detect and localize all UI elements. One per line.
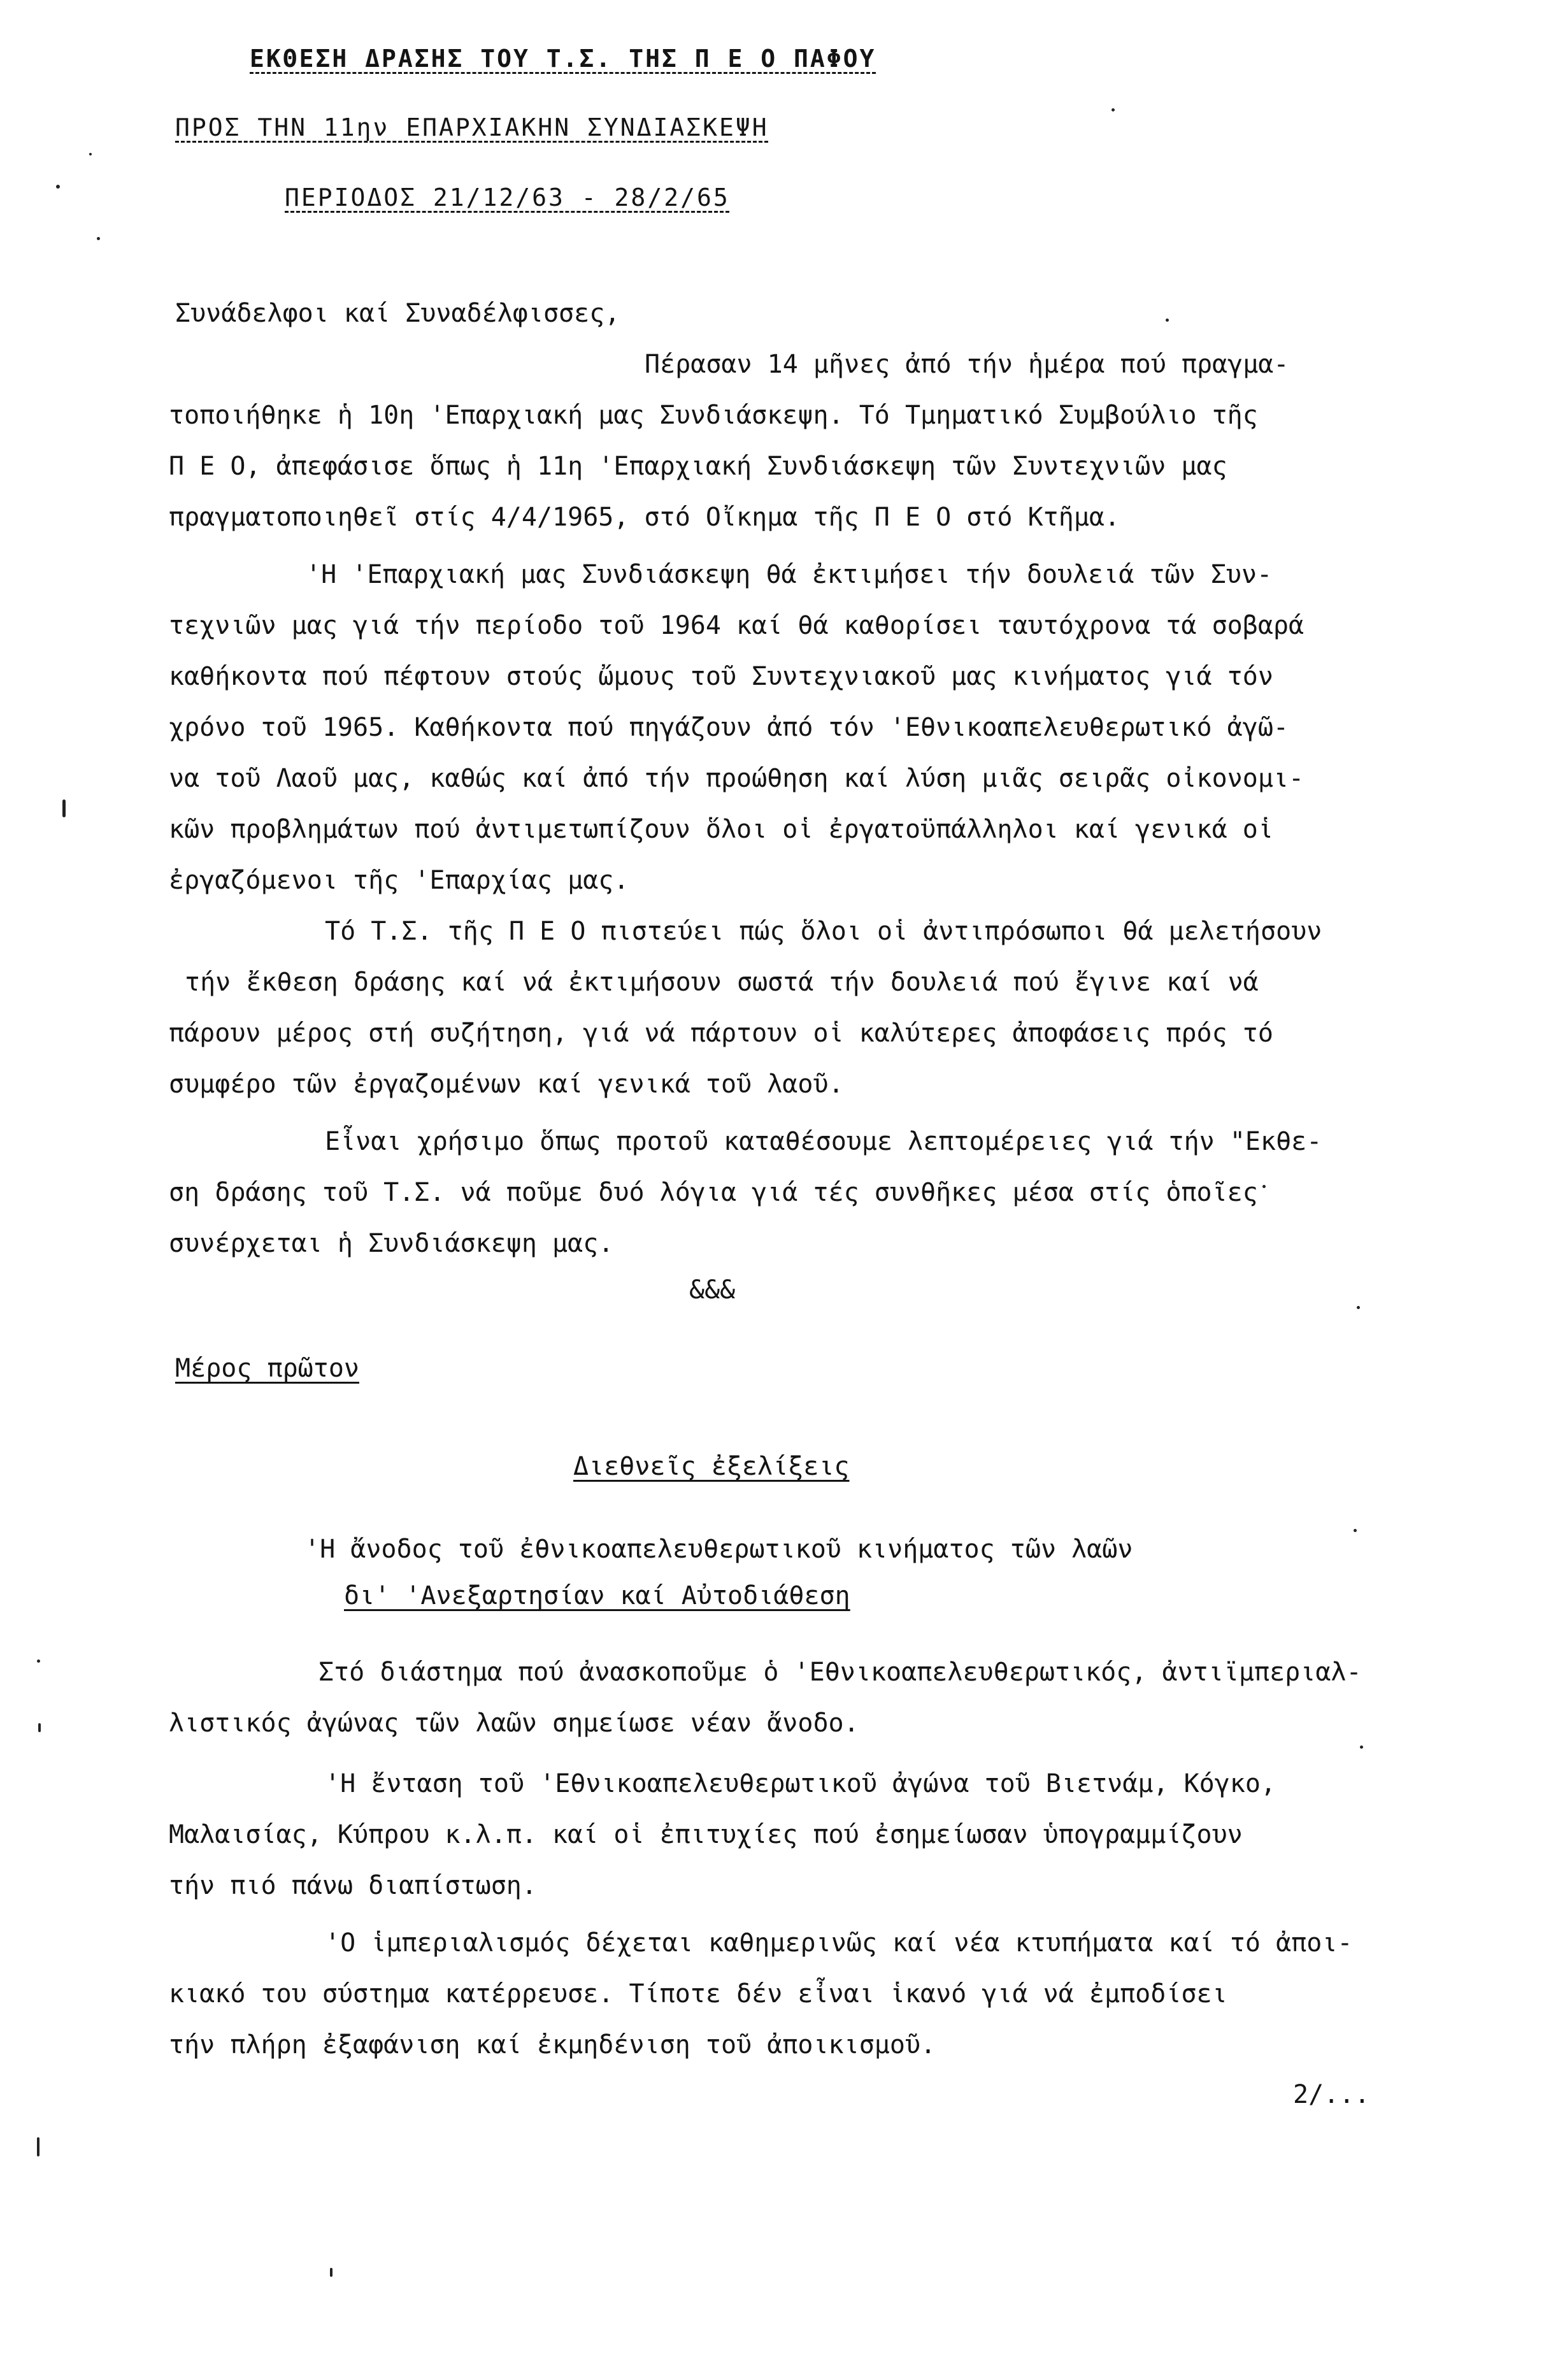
scan-speck xyxy=(1112,108,1115,111)
paragraph-line: 'Η 'Επαρχιακή μας Συνδιάσκεψη θά ἐκτιμήσει τήν δουλειά τῶν Συν- xyxy=(306,560,1273,589)
paragraph-line: τήν πιό πάνω διαπίστωση. xyxy=(169,1871,537,1900)
paragraph-line: χρόνο τοῦ 1965. Καθήκοντα πού πηγάζουν ἀπό τόν 'Εθνικοαπελευθερωτικό ἀγῶ- xyxy=(169,713,1289,742)
paragraph-line: τήν πλήρη ἐξαφάνιση καί ἐκμηδένιση τοῦ ἀποικισμοῦ. xyxy=(169,2030,936,2060)
paragraph-line: Π Ε Ο, ἀπεφάσισε ὅπως ἡ 11η 'Επαρχιακή Συνδιάσκεψη τῶν Συντεχνιῶν μας xyxy=(169,452,1227,481)
subsection-heading-underlined: δι' 'Ανεξαρτησίαν καί Αὐτοδιάθεση xyxy=(344,1581,850,1610)
scan-speck xyxy=(37,2137,39,2156)
scan-speck xyxy=(330,2268,332,2277)
paragraph-line: Μαλαισίας, Κύπρου κ.λ.π. καί οἱ ἐπιτυχίες πού ἐσημείωσαν ὑπογραμμίζουν xyxy=(169,1820,1243,1849)
paragraph-line: τοποιήθηκε ἡ 10η 'Επαρχιακή μας Συνδιάσκεψη. Τό Τμηματικό Συμβούλιο τῆς xyxy=(169,401,1258,430)
paragraph-line: τεχνιῶν μας γιά τήν περίοδο τοῦ 1964 καί θά καθορίσει ταυτόχρονα τά σοβαρά xyxy=(169,611,1305,640)
part-heading: Μέρος πρῶτον xyxy=(175,1354,359,1383)
paragraph-line: κῶν προβλημάτων πού ἀντιμετωπίζουν ὅλοι οἱ ἐργατοϋπάλληλοι καί γενικά οἱ xyxy=(169,815,1273,844)
separator: &&& xyxy=(689,1275,736,1305)
paragraph-line: συμφέρο τῶν ἐργαζομένων καί γενικά τοῦ λαοῦ. xyxy=(169,1070,844,1099)
subsection-heading: 'Η ἄνοδος τοῦ ἐθνικοαπελευθερωτικοῦ κινήματος τῶν λαῶν xyxy=(304,1535,1133,1564)
scan-speck xyxy=(38,1723,41,1732)
salutation: Συνάδελφοι καί Συναδέλφισσες, xyxy=(175,299,620,328)
paragraph-line: λιστικός ἀγώνας τῶν λαῶν σημείωσε νέαν ἄνοδο. xyxy=(169,1709,859,1738)
paragraph-line: να τοῦ Λαοῦ μας, καθώς καί ἀπό τήν προώθηση καί λύση μιᾶς σειρᾶς οἰκονομι- xyxy=(169,764,1305,793)
scan-speck xyxy=(89,153,92,155)
scan-speck xyxy=(1354,1529,1357,1532)
paragraph-line: πάρουν μέρος στή συζήτηση, γιά νά πάρτουν οἱ καλύτερες ἀποφάσεις πρός τό xyxy=(169,1019,1273,1048)
scan-speck xyxy=(1357,1306,1360,1309)
paragraph-line: Στό διάστημα πού ἀνασκοποῦμε ὁ 'Εθνικοαπελευθερωτικός, ἀντιϊμπεριαλ- xyxy=(318,1658,1362,1687)
paragraph-line: Τό Τ.Σ. τῆς Π Ε Ο πιστεύει πώς ὅλοι οἱ ἀντιπρόσωποι θά μελετήσουν xyxy=(325,917,1322,946)
paragraph-line: Εἶναι χρήσιμο ὅπως προτοῦ καταθέσουμε λεπτομέρειες γιά τήν "Εκθε- xyxy=(325,1127,1322,1156)
paragraph-line: ἐργαζόμενοι τῆς 'Επαρχίας μας. xyxy=(169,866,629,895)
paragraph-line: Πέρασαν 14 μῆνες ἀπό τήν ἡμέρα πού πραγμα- xyxy=(645,350,1289,379)
scan-speck xyxy=(1360,1746,1363,1749)
paragraph-line: κιακό του σύστημα κατέρρευσε. Τίποτε δέν εἶναι ἱκανό γιά νά ἐμποδίσει xyxy=(169,1979,1227,2009)
addressee-line: ΠΡΟΣ ΤΗΝ 11ην ΕΠΑΡΧΙΑΚΗΝ ΣΥΝΔΙΑΣΚΕΨΗ xyxy=(175,113,769,141)
scan-speck xyxy=(1166,319,1169,322)
scan-speck xyxy=(62,799,66,817)
period-line: ΠΕΡΙΟΔΟΣ 21/12/63 - 28/2/65 xyxy=(285,183,730,211)
paragraph-line: 'Ο ἱμπεριαλισμός δέχεται καθημερινῶς καί νέα κτυπήματα καί τό ἀποι- xyxy=(325,1928,1353,1958)
paragraph-line: ση δράσης τοῦ Τ.Σ. νά ποῦμε δυό λόγια γιά τές συνθῆκες μέσα στίς ὁποῖες xyxy=(169,1178,1258,1207)
paragraph-line: τήν ἔκθεση δράσης καί νά ἐκτιμήσουν σωστά τήν δουλειά πού ἔγινε καί νά xyxy=(185,968,1259,997)
report-title: ΕΚΘΕΣΗ ΔΡΑΣΗΣ ΤΟΥ Τ.Σ. ΤΗΣ Π Ε Ο ΠΑΦΟΥ xyxy=(250,45,876,73)
page-continuation: 2/... xyxy=(1293,2080,1370,2109)
paragraph-line: πραγματοποιηθεῖ στίς 4/4/1965, στό Οἴκημα τῆς Π Ε Ο στό Κτῆμα. xyxy=(169,503,1120,532)
scan-speck xyxy=(56,185,60,189)
scan-speck xyxy=(37,1660,40,1663)
paragraph-line: συνέρχεται ἡ Συνδιάσκεψη μας. xyxy=(169,1229,614,1258)
paragraph-line: καθήκοντα πού πέφτουν στούς ὤμους τοῦ Συντεχνιακοῦ μας κινήματος γιά τόν xyxy=(169,662,1273,691)
scan-speck xyxy=(97,237,100,240)
scan-speck xyxy=(1262,1185,1266,1188)
paragraph-line: 'Η ἔνταση τοῦ 'Εθνικοαπελευθερωτικοῦ ἀγώνα τοῦ Βιετνάμ, Κόγκο, xyxy=(325,1769,1276,1798)
section-heading: Διεθνεῖς ἐξελίξεις xyxy=(573,1452,850,1481)
